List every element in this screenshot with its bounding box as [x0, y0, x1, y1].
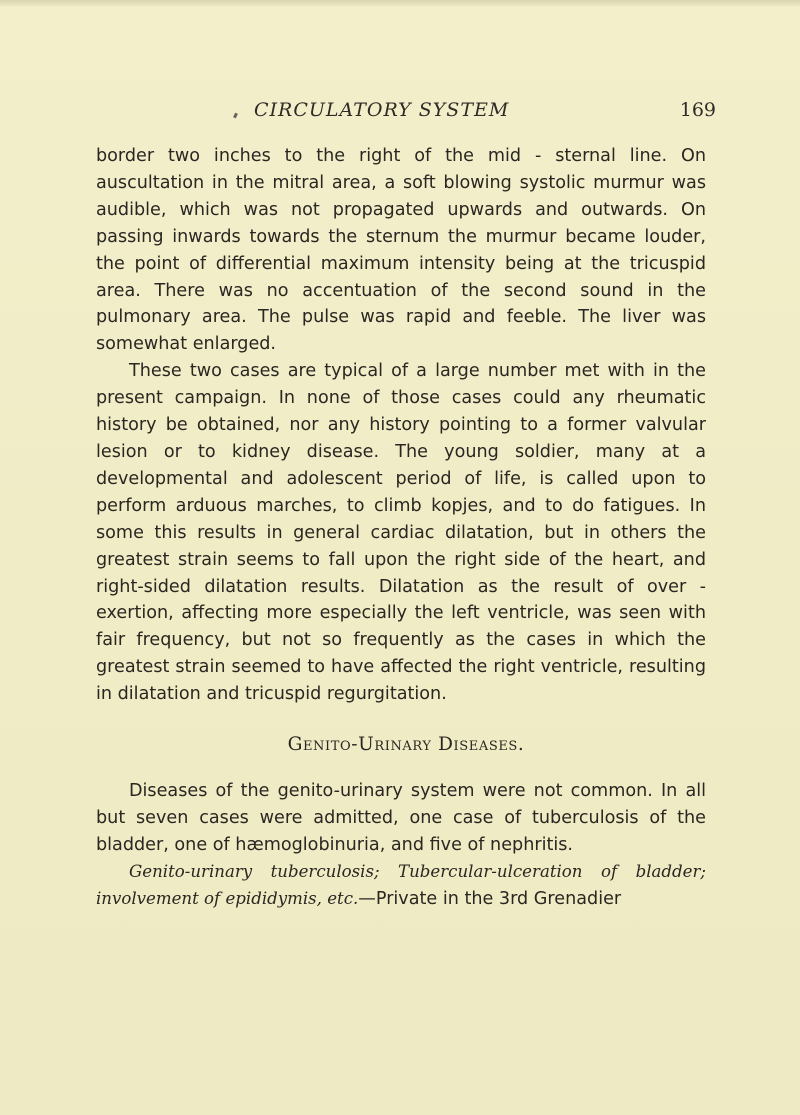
body-text — [96, 143, 706, 708]
page-header — [96, 99, 716, 127]
case-paragraph — [96, 859, 706, 913]
case-title: Genito-urinary tuberculosis; Tubercular-ulceration of bladder; involvement of epididymis, etc. — [96, 861, 706, 908]
section-heading: Genito-Urinary Diseases. — [287, 734, 525, 755]
paragraph-1: border two inches to the right of the mid - sternal line. On auscultation in the mitral area, a soft blowing systolic murmur was audible, which was not propagated upwards and outwards. On passing inwards towards the sternum the murmur became louder, the point of differential maximum intensity being at the tricuspid area. There was no accentuation of the second sound in the pulmonary area. The pulse was rapid and feeble. The liver was somewhat enlarged. — [96, 146, 706, 355]
running-head: CIRCULATORY SYSTEM — [254, 99, 510, 121]
page-number: 169 — [679, 99, 716, 121]
paragraph-2: These two cases are typical of a large number met with in the present campaign. In none of those cases could any rheumatic history be obtained, nor any history pointing to a former valvular lesion or to kidney disease. The young soldier, many at a developmental and adolescent period of life, is called upon to perform arduous marches, to climb kopjes, and to do fatigues. In some this results in general cardiac dilatation, but in others the greatest strain seems to fall upon the right side of the heart, and right-sided dilatation results. Dilatation as the result of over - exertion, affecting more especially the left ventricle, was seen with fair frequency, but not so frequently as the cases in which the greatest strain seemed to have affected the right ventricle, resulting in dilatation and tricuspid regurgitation. — [96, 361, 706, 705]
case-text: —Private in the 3rd Grenadier — [358, 888, 622, 909]
section-paragraph-1: Diseases of the genito-urinary system were not common. In all but seven cases were admitted, one case of tuberculosis of the bladder, one of hæmoglobinuria, and five of nephritis. — [96, 781, 706, 855]
page-top-edge — [0, 0, 800, 6]
section-text — [96, 778, 706, 913]
printer-mark — [233, 113, 238, 119]
